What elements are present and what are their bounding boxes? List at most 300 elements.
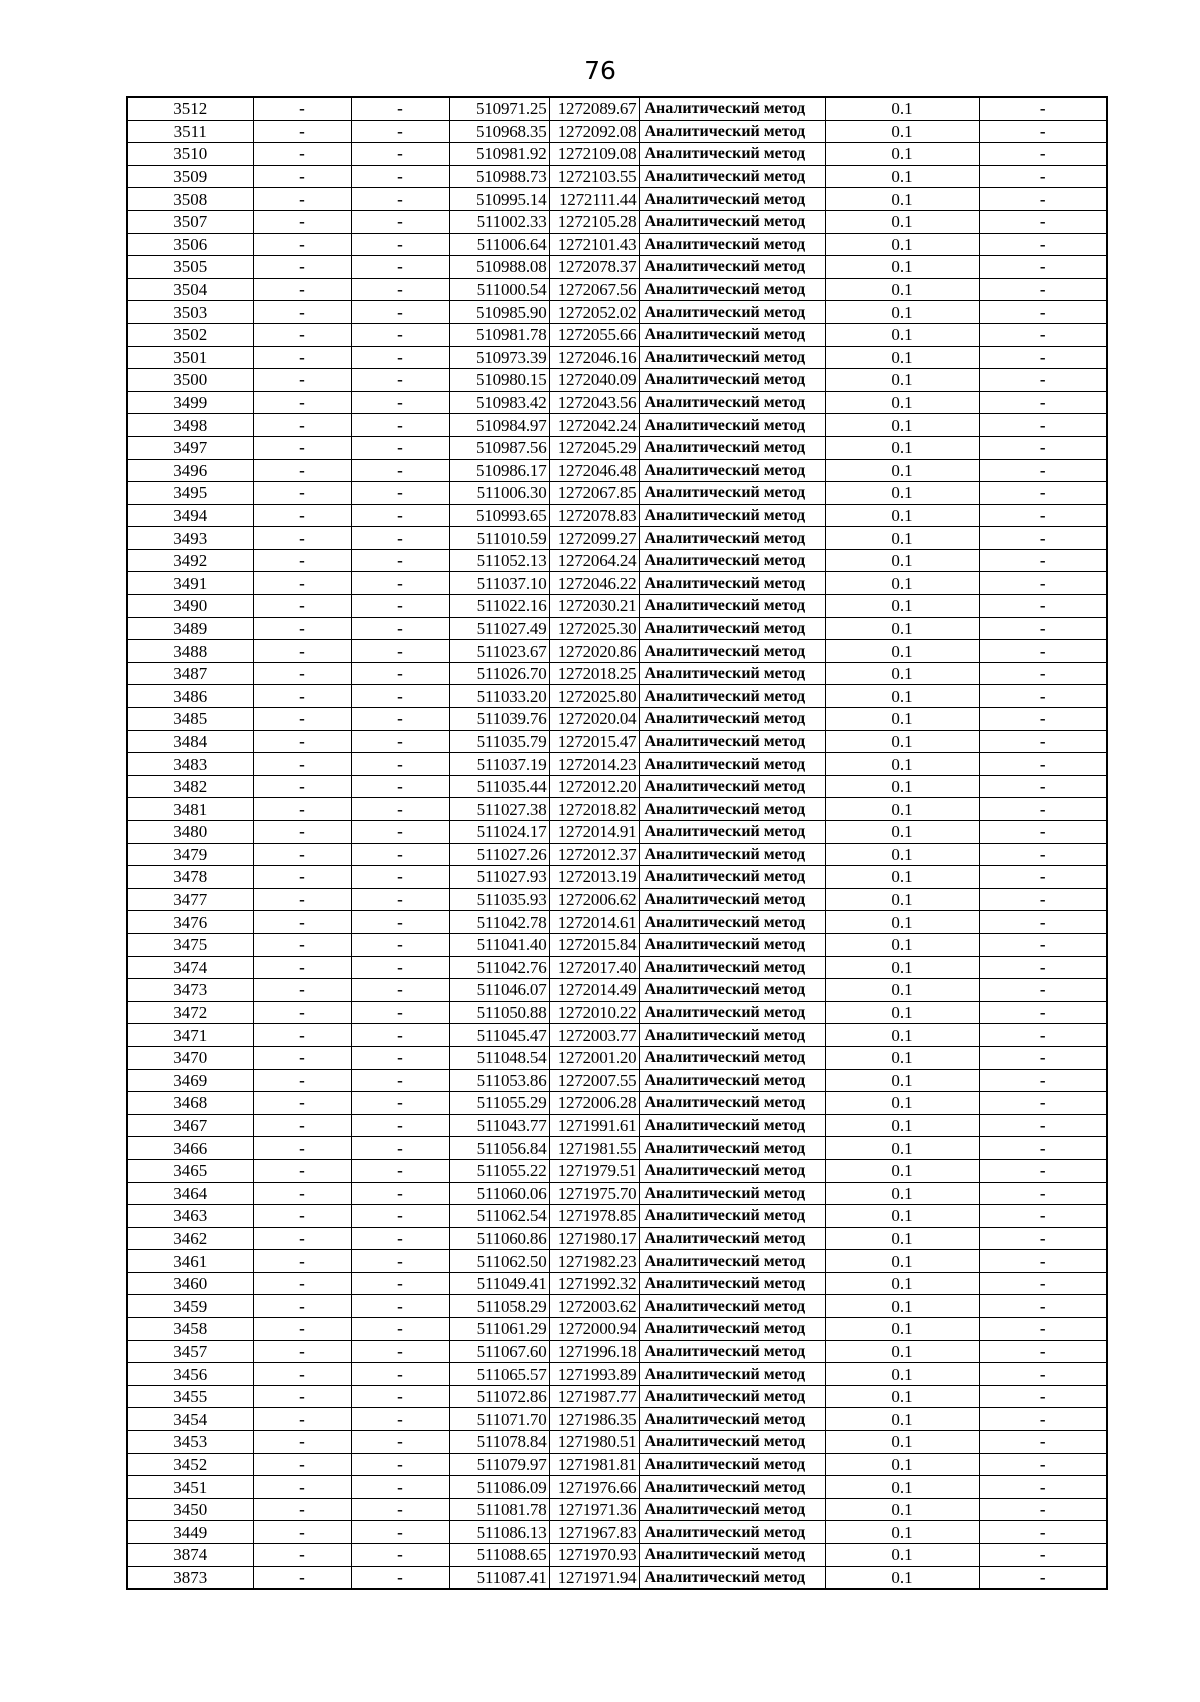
point-number-cell: 3462: [127, 1227, 253, 1250]
empty-cell-2: -: [351, 1092, 449, 1115]
method-cell: Аналитический метод: [639, 97, 825, 120]
accuracy-cell: 0.1: [825, 1408, 979, 1431]
method-cell: Аналитический метод: [639, 1385, 825, 1408]
point-number-cell: 3465: [127, 1159, 253, 1182]
table-row: [127, 753, 1107, 776]
method-cell: Аналитический метод: [639, 1498, 825, 1521]
empty-cell-2: -: [351, 369, 449, 392]
empty-cell-1: -: [253, 1318, 351, 1341]
method-cell: Аналитический метод: [639, 1566, 825, 1589]
table-row: [127, 911, 1107, 934]
method-cell: Аналитический метод: [639, 436, 825, 459]
empty-cell-3: -: [979, 1159, 1107, 1182]
y-coordinate-cell: 1272018.82: [549, 798, 639, 821]
empty-cell-3: -: [979, 301, 1107, 324]
x-coordinate-cell: 511078.84: [449, 1431, 549, 1454]
y-coordinate-cell: 1272012.37: [549, 843, 639, 866]
y-coordinate-cell: 1272010.22: [549, 1001, 639, 1024]
point-number-cell: 3483: [127, 753, 253, 776]
accuracy-cell: 0.1: [825, 143, 979, 166]
empty-cell-1: -: [253, 1182, 351, 1205]
point-number-cell: 3459: [127, 1295, 253, 1318]
empty-cell-1: -: [253, 1295, 351, 1318]
accuracy-cell: 0.1: [825, 753, 979, 776]
x-coordinate-cell: 511000.54: [449, 278, 549, 301]
method-cell: Аналитический метод: [639, 843, 825, 866]
point-number-cell: 3480: [127, 821, 253, 844]
point-number-cell: 3453: [127, 1431, 253, 1454]
accuracy-cell: 0.1: [825, 1069, 979, 1092]
point-number-cell: 3471: [127, 1024, 253, 1047]
table-row: [127, 527, 1107, 550]
empty-cell-1: -: [253, 753, 351, 776]
empty-cell-3: -: [979, 1476, 1107, 1499]
x-coordinate-cell: 510980.15: [449, 369, 549, 392]
empty-cell-1: -: [253, 775, 351, 798]
y-coordinate-cell: 1272046.48: [549, 459, 639, 482]
empty-cell-1: -: [253, 956, 351, 979]
y-coordinate-cell: 1271978.85: [549, 1205, 639, 1228]
method-cell: Аналитический метод: [639, 1544, 825, 1567]
point-number-cell: 3478: [127, 866, 253, 889]
empty-cell-1: -: [253, 1453, 351, 1476]
accuracy-cell: 0.1: [825, 459, 979, 482]
empty-cell-2: -: [351, 911, 449, 934]
empty-cell-2: -: [351, 97, 449, 120]
x-coordinate-cell: 511010.59: [449, 527, 549, 550]
empty-cell-3: -: [979, 821, 1107, 844]
empty-cell-1: -: [253, 414, 351, 437]
x-coordinate-cell: 511048.54: [449, 1046, 549, 1069]
accuracy-cell: 0.1: [825, 685, 979, 708]
y-coordinate-cell: 1272078.83: [549, 504, 639, 527]
x-coordinate-cell: 510973.39: [449, 346, 549, 369]
empty-cell-2: -: [351, 482, 449, 505]
y-coordinate-cell: 1272003.77: [549, 1024, 639, 1047]
accuracy-cell: 0.1: [825, 482, 979, 505]
method-cell: Аналитический метод: [639, 369, 825, 392]
empty-cell-3: -: [979, 1408, 1107, 1431]
empty-cell-3: -: [979, 527, 1107, 550]
method-cell: Аналитический метод: [639, 662, 825, 685]
empty-cell-3: -: [979, 391, 1107, 414]
table-row: [127, 1498, 1107, 1521]
method-cell: Аналитический метод: [639, 346, 825, 369]
accuracy-cell: 0.1: [825, 956, 979, 979]
table-row: [127, 1024, 1107, 1047]
accuracy-cell: 0.1: [825, 323, 979, 346]
point-number-cell: 3476: [127, 911, 253, 934]
table-row: [127, 1363, 1107, 1386]
method-cell: Аналитический метод: [639, 866, 825, 889]
table-row: [127, 1250, 1107, 1273]
accuracy-cell: 0.1: [825, 414, 979, 437]
point-number-cell: 3452: [127, 1453, 253, 1476]
empty-cell-1: -: [253, 1250, 351, 1273]
method-cell: Аналитический метод: [639, 1024, 825, 1047]
table-row: [127, 1069, 1107, 1092]
empty-cell-3: -: [979, 549, 1107, 572]
empty-cell-2: -: [351, 278, 449, 301]
table-row: [127, 165, 1107, 188]
empty-cell-1: -: [253, 1272, 351, 1295]
point-number-cell: 3466: [127, 1137, 253, 1160]
y-coordinate-cell: 1272111.44: [549, 188, 639, 211]
method-cell: Аналитический метод: [639, 775, 825, 798]
accuracy-cell: 0.1: [825, 1544, 979, 1567]
y-coordinate-cell: 1272055.66: [549, 323, 639, 346]
empty-cell-3: -: [979, 1385, 1107, 1408]
empty-cell-1: -: [253, 708, 351, 731]
y-coordinate-cell: 1272014.61: [549, 911, 639, 934]
x-coordinate-cell: 510971.25: [449, 97, 549, 120]
method-cell: Аналитический метод: [639, 323, 825, 346]
empty-cell-1: -: [253, 188, 351, 211]
empty-cell-3: -: [979, 1566, 1107, 1589]
accuracy-cell: 0.1: [825, 1295, 979, 1318]
point-number-cell: 3507: [127, 210, 253, 233]
y-coordinate-cell: 1272015.84: [549, 933, 639, 956]
y-coordinate-cell: 1272014.23: [549, 753, 639, 776]
method-cell: Аналитический метод: [639, 1521, 825, 1544]
x-coordinate-cell: 511072.86: [449, 1385, 549, 1408]
method-cell: Аналитический метод: [639, 617, 825, 640]
table-row: [127, 1205, 1107, 1228]
table-row: [127, 1092, 1107, 1115]
x-coordinate-cell: 511027.49: [449, 617, 549, 640]
x-coordinate-cell: 511065.57: [449, 1363, 549, 1386]
y-coordinate-cell: 1272103.55: [549, 165, 639, 188]
method-cell: Аналитический метод: [639, 120, 825, 143]
empty-cell-2: -: [351, 391, 449, 414]
empty-cell-3: -: [979, 775, 1107, 798]
table-row: [127, 1431, 1107, 1454]
table-row: [127, 1318, 1107, 1341]
x-coordinate-cell: 511006.30: [449, 482, 549, 505]
empty-cell-3: -: [979, 1453, 1107, 1476]
y-coordinate-cell: 1272052.02: [549, 301, 639, 324]
empty-cell-2: -: [351, 1250, 449, 1273]
method-cell: Аналитический метод: [639, 210, 825, 233]
accuracy-cell: 0.1: [825, 1159, 979, 1182]
point-number-cell: 3477: [127, 888, 253, 911]
empty-cell-3: -: [979, 120, 1107, 143]
empty-cell-2: -: [351, 301, 449, 324]
method-cell: Аналитический метод: [639, 1250, 825, 1273]
empty-cell-1: -: [253, 1385, 351, 1408]
accuracy-cell: 0.1: [825, 391, 979, 414]
empty-cell-1: -: [253, 1408, 351, 1431]
empty-cell-2: -: [351, 459, 449, 482]
empty-cell-2: -: [351, 866, 449, 889]
empty-cell-1: -: [253, 685, 351, 708]
point-number-cell: 3495: [127, 482, 253, 505]
table-row: [127, 369, 1107, 392]
empty-cell-3: -: [979, 323, 1107, 346]
x-coordinate-cell: 510981.78: [449, 323, 549, 346]
empty-cell-2: -: [351, 843, 449, 866]
empty-cell-1: -: [253, 323, 351, 346]
point-number-cell: 3482: [127, 775, 253, 798]
table-row: [127, 233, 1107, 256]
x-coordinate-cell: 511042.76: [449, 956, 549, 979]
empty-cell-1: -: [253, 1498, 351, 1521]
point-number-cell: 3874: [127, 1544, 253, 1567]
page-number: 76: [584, 56, 616, 85]
empty-cell-3: -: [979, 165, 1107, 188]
y-coordinate-cell: 1271975.70: [549, 1182, 639, 1205]
empty-cell-1: -: [253, 120, 351, 143]
empty-cell-3: -: [979, 1182, 1107, 1205]
method-cell: Аналитический метод: [639, 1408, 825, 1431]
empty-cell-3: -: [979, 1069, 1107, 1092]
y-coordinate-cell: 1272018.25: [549, 662, 639, 685]
point-number-cell: 3498: [127, 414, 253, 437]
empty-cell-3: -: [979, 1137, 1107, 1160]
empty-cell-2: -: [351, 1544, 449, 1567]
empty-cell-2: -: [351, 1476, 449, 1499]
empty-cell-3: -: [979, 436, 1107, 459]
y-coordinate-cell: 1272040.09: [549, 369, 639, 392]
x-coordinate-cell: 510995.14: [449, 188, 549, 211]
method-cell: Аналитический метод: [639, 979, 825, 1002]
table-row: [127, 278, 1107, 301]
method-cell: Аналитический метод: [639, 143, 825, 166]
y-coordinate-cell: 1271967.83: [549, 1521, 639, 1544]
empty-cell-1: -: [253, 866, 351, 889]
table-row: [127, 120, 1107, 143]
y-coordinate-cell: 1272045.29: [549, 436, 639, 459]
table-row: [127, 482, 1107, 505]
empty-cell-3: -: [979, 1046, 1107, 1069]
accuracy-cell: 0.1: [825, 888, 979, 911]
x-coordinate-cell: 511086.09: [449, 1476, 549, 1499]
x-coordinate-cell: 511045.47: [449, 1024, 549, 1047]
point-number-cell: 3454: [127, 1408, 253, 1431]
method-cell: Аналитический метод: [639, 730, 825, 753]
empty-cell-3: -: [979, 1340, 1107, 1363]
y-coordinate-cell: 1272067.85: [549, 482, 639, 505]
empty-cell-1: -: [253, 1363, 351, 1386]
x-coordinate-cell: 511067.60: [449, 1340, 549, 1363]
table-row: [127, 414, 1107, 437]
empty-cell-2: -: [351, 956, 449, 979]
method-cell: Аналитический метод: [639, 459, 825, 482]
empty-cell-2: -: [351, 346, 449, 369]
method-cell: Аналитический метод: [639, 1137, 825, 1160]
accuracy-cell: 0.1: [825, 1092, 979, 1115]
table-row: [127, 1453, 1107, 1476]
method-cell: Аналитический метод: [639, 1182, 825, 1205]
empty-cell-3: -: [979, 1498, 1107, 1521]
y-coordinate-cell: 1271982.23: [549, 1250, 639, 1273]
empty-cell-3: -: [979, 1431, 1107, 1454]
point-number-cell: 3491: [127, 572, 253, 595]
table-row: [127, 1272, 1107, 1295]
x-coordinate-cell: 510968.35: [449, 120, 549, 143]
point-number-cell: 3486: [127, 685, 253, 708]
point-number-cell: 3501: [127, 346, 253, 369]
empty-cell-3: -: [979, 256, 1107, 279]
empty-cell-2: -: [351, 1385, 449, 1408]
empty-cell-2: -: [351, 933, 449, 956]
table-row: [127, 888, 1107, 911]
table-row: [127, 549, 1107, 572]
table-row: [127, 256, 1107, 279]
table-row: [127, 572, 1107, 595]
point-number-cell: 3479: [127, 843, 253, 866]
empty-cell-2: -: [351, 1340, 449, 1363]
empty-cell-3: -: [979, 1318, 1107, 1341]
y-coordinate-cell: 1272067.56: [549, 278, 639, 301]
x-coordinate-cell: 510988.73: [449, 165, 549, 188]
accuracy-cell: 0.1: [825, 256, 979, 279]
accuracy-cell: 0.1: [825, 1521, 979, 1544]
empty-cell-2: -: [351, 617, 449, 640]
x-coordinate-cell: 511058.29: [449, 1295, 549, 1318]
x-coordinate-cell: 510986.17: [449, 459, 549, 482]
y-coordinate-cell: 1272013.19: [549, 866, 639, 889]
empty-cell-1: -: [253, 662, 351, 685]
accuracy-cell: 0.1: [825, 1385, 979, 1408]
empty-cell-2: -: [351, 1521, 449, 1544]
point-number-cell: 3494: [127, 504, 253, 527]
table-row: [127, 956, 1107, 979]
empty-cell-2: -: [351, 775, 449, 798]
method-cell: Аналитический метод: [639, 233, 825, 256]
point-number-cell: 3470: [127, 1046, 253, 1069]
empty-cell-1: -: [253, 1431, 351, 1454]
accuracy-cell: 0.1: [825, 504, 979, 527]
empty-cell-3: -: [979, 1363, 1107, 1386]
empty-cell-3: -: [979, 504, 1107, 527]
point-number-cell: 3499: [127, 391, 253, 414]
empty-cell-2: -: [351, 1498, 449, 1521]
x-coordinate-cell: 511053.86: [449, 1069, 549, 1092]
method-cell: Аналитический метод: [639, 391, 825, 414]
empty-cell-2: -: [351, 165, 449, 188]
empty-cell-1: -: [253, 1205, 351, 1228]
point-number-cell: 3496: [127, 459, 253, 482]
empty-cell-1: -: [253, 1092, 351, 1115]
accuracy-cell: 0.1: [825, 798, 979, 821]
empty-cell-1: -: [253, 979, 351, 1002]
point-number-cell: 3504: [127, 278, 253, 301]
point-number-cell: 3510: [127, 143, 253, 166]
accuracy-cell: 0.1: [825, 1566, 979, 1589]
empty-cell-1: -: [253, 1114, 351, 1137]
empty-cell-1: -: [253, 1340, 351, 1363]
empty-cell-3: -: [979, 414, 1107, 437]
empty-cell-3: -: [979, 662, 1107, 685]
x-coordinate-cell: 511060.06: [449, 1182, 549, 1205]
point-number-cell: 3508: [127, 188, 253, 211]
point-number-cell: 3492: [127, 549, 253, 572]
x-coordinate-cell: 510981.92: [449, 143, 549, 166]
x-coordinate-cell: 511071.70: [449, 1408, 549, 1431]
empty-cell-2: -: [351, 753, 449, 776]
empty-cell-2: -: [351, 1272, 449, 1295]
empty-cell-1: -: [253, 165, 351, 188]
empty-cell-1: -: [253, 821, 351, 844]
table-row: [127, 143, 1107, 166]
empty-cell-1: -: [253, 730, 351, 753]
table-row: [127, 1544, 1107, 1567]
method-cell: Аналитический метод: [639, 1069, 825, 1092]
empty-cell-1: -: [253, 617, 351, 640]
empty-cell-1: -: [253, 391, 351, 414]
empty-cell-3: -: [979, 1024, 1107, 1047]
x-coordinate-cell: 511035.44: [449, 775, 549, 798]
empty-cell-1: -: [253, 504, 351, 527]
method-cell: Аналитический метод: [639, 1431, 825, 1454]
method-cell: Аналитический метод: [639, 482, 825, 505]
empty-cell-2: -: [351, 188, 449, 211]
method-cell: Аналитический метод: [639, 685, 825, 708]
empty-cell-1: -: [253, 888, 351, 911]
y-coordinate-cell: 1272014.91: [549, 821, 639, 844]
empty-cell-2: -: [351, 1453, 449, 1476]
accuracy-cell: 0.1: [825, 1272, 979, 1295]
table-row: [127, 1182, 1107, 1205]
accuracy-cell: 0.1: [825, 662, 979, 685]
y-coordinate-cell: 1272017.40: [549, 956, 639, 979]
accuracy-cell: 0.1: [825, 1227, 979, 1250]
empty-cell-1: -: [253, 1227, 351, 1250]
point-number-cell: 3474: [127, 956, 253, 979]
empty-cell-3: -: [979, 1205, 1107, 1228]
table-row: [127, 1227, 1107, 1250]
accuracy-cell: 0.1: [825, 120, 979, 143]
x-coordinate-cell: 511060.86: [449, 1227, 549, 1250]
accuracy-cell: 0.1: [825, 979, 979, 1002]
y-coordinate-cell: 1272089.67: [549, 97, 639, 120]
x-coordinate-cell: 510985.90: [449, 301, 549, 324]
x-coordinate-cell: 511022.16: [449, 595, 549, 618]
table-row: [127, 97, 1107, 120]
x-coordinate-cell: 511002.33: [449, 210, 549, 233]
empty-cell-1: -: [253, 1046, 351, 1069]
empty-cell-1: -: [253, 1001, 351, 1024]
point-number-cell: 3503: [127, 301, 253, 324]
point-number-cell: 3450: [127, 1498, 253, 1521]
empty-cell-2: -: [351, 414, 449, 437]
x-coordinate-cell: 511027.26: [449, 843, 549, 866]
point-number-cell: 3497: [127, 436, 253, 459]
point-number-cell: 3457: [127, 1340, 253, 1363]
accuracy-cell: 0.1: [825, 1340, 979, 1363]
accuracy-cell: 0.1: [825, 210, 979, 233]
table-row: [127, 1046, 1107, 1069]
y-coordinate-cell: 1271971.94: [549, 1566, 639, 1589]
empty-cell-2: -: [351, 595, 449, 618]
point-number-cell: 3463: [127, 1205, 253, 1228]
method-cell: Аналитический метод: [639, 414, 825, 437]
y-coordinate-cell: 1271996.18: [549, 1340, 639, 1363]
point-number-cell: 3475: [127, 933, 253, 956]
x-coordinate-cell: 511061.29: [449, 1318, 549, 1341]
point-number-cell: 3493: [127, 527, 253, 550]
empty-cell-1: -: [253, 1476, 351, 1499]
table-row: [127, 843, 1107, 866]
x-coordinate-cell: 511035.79: [449, 730, 549, 753]
x-coordinate-cell: 511037.19: [449, 753, 549, 776]
method-cell: Аналитический метод: [639, 165, 825, 188]
empty-cell-1: -: [253, 1159, 351, 1182]
y-coordinate-cell: 1271992.32: [549, 1272, 639, 1295]
empty-cell-3: -: [979, 730, 1107, 753]
empty-cell-2: -: [351, 662, 449, 685]
